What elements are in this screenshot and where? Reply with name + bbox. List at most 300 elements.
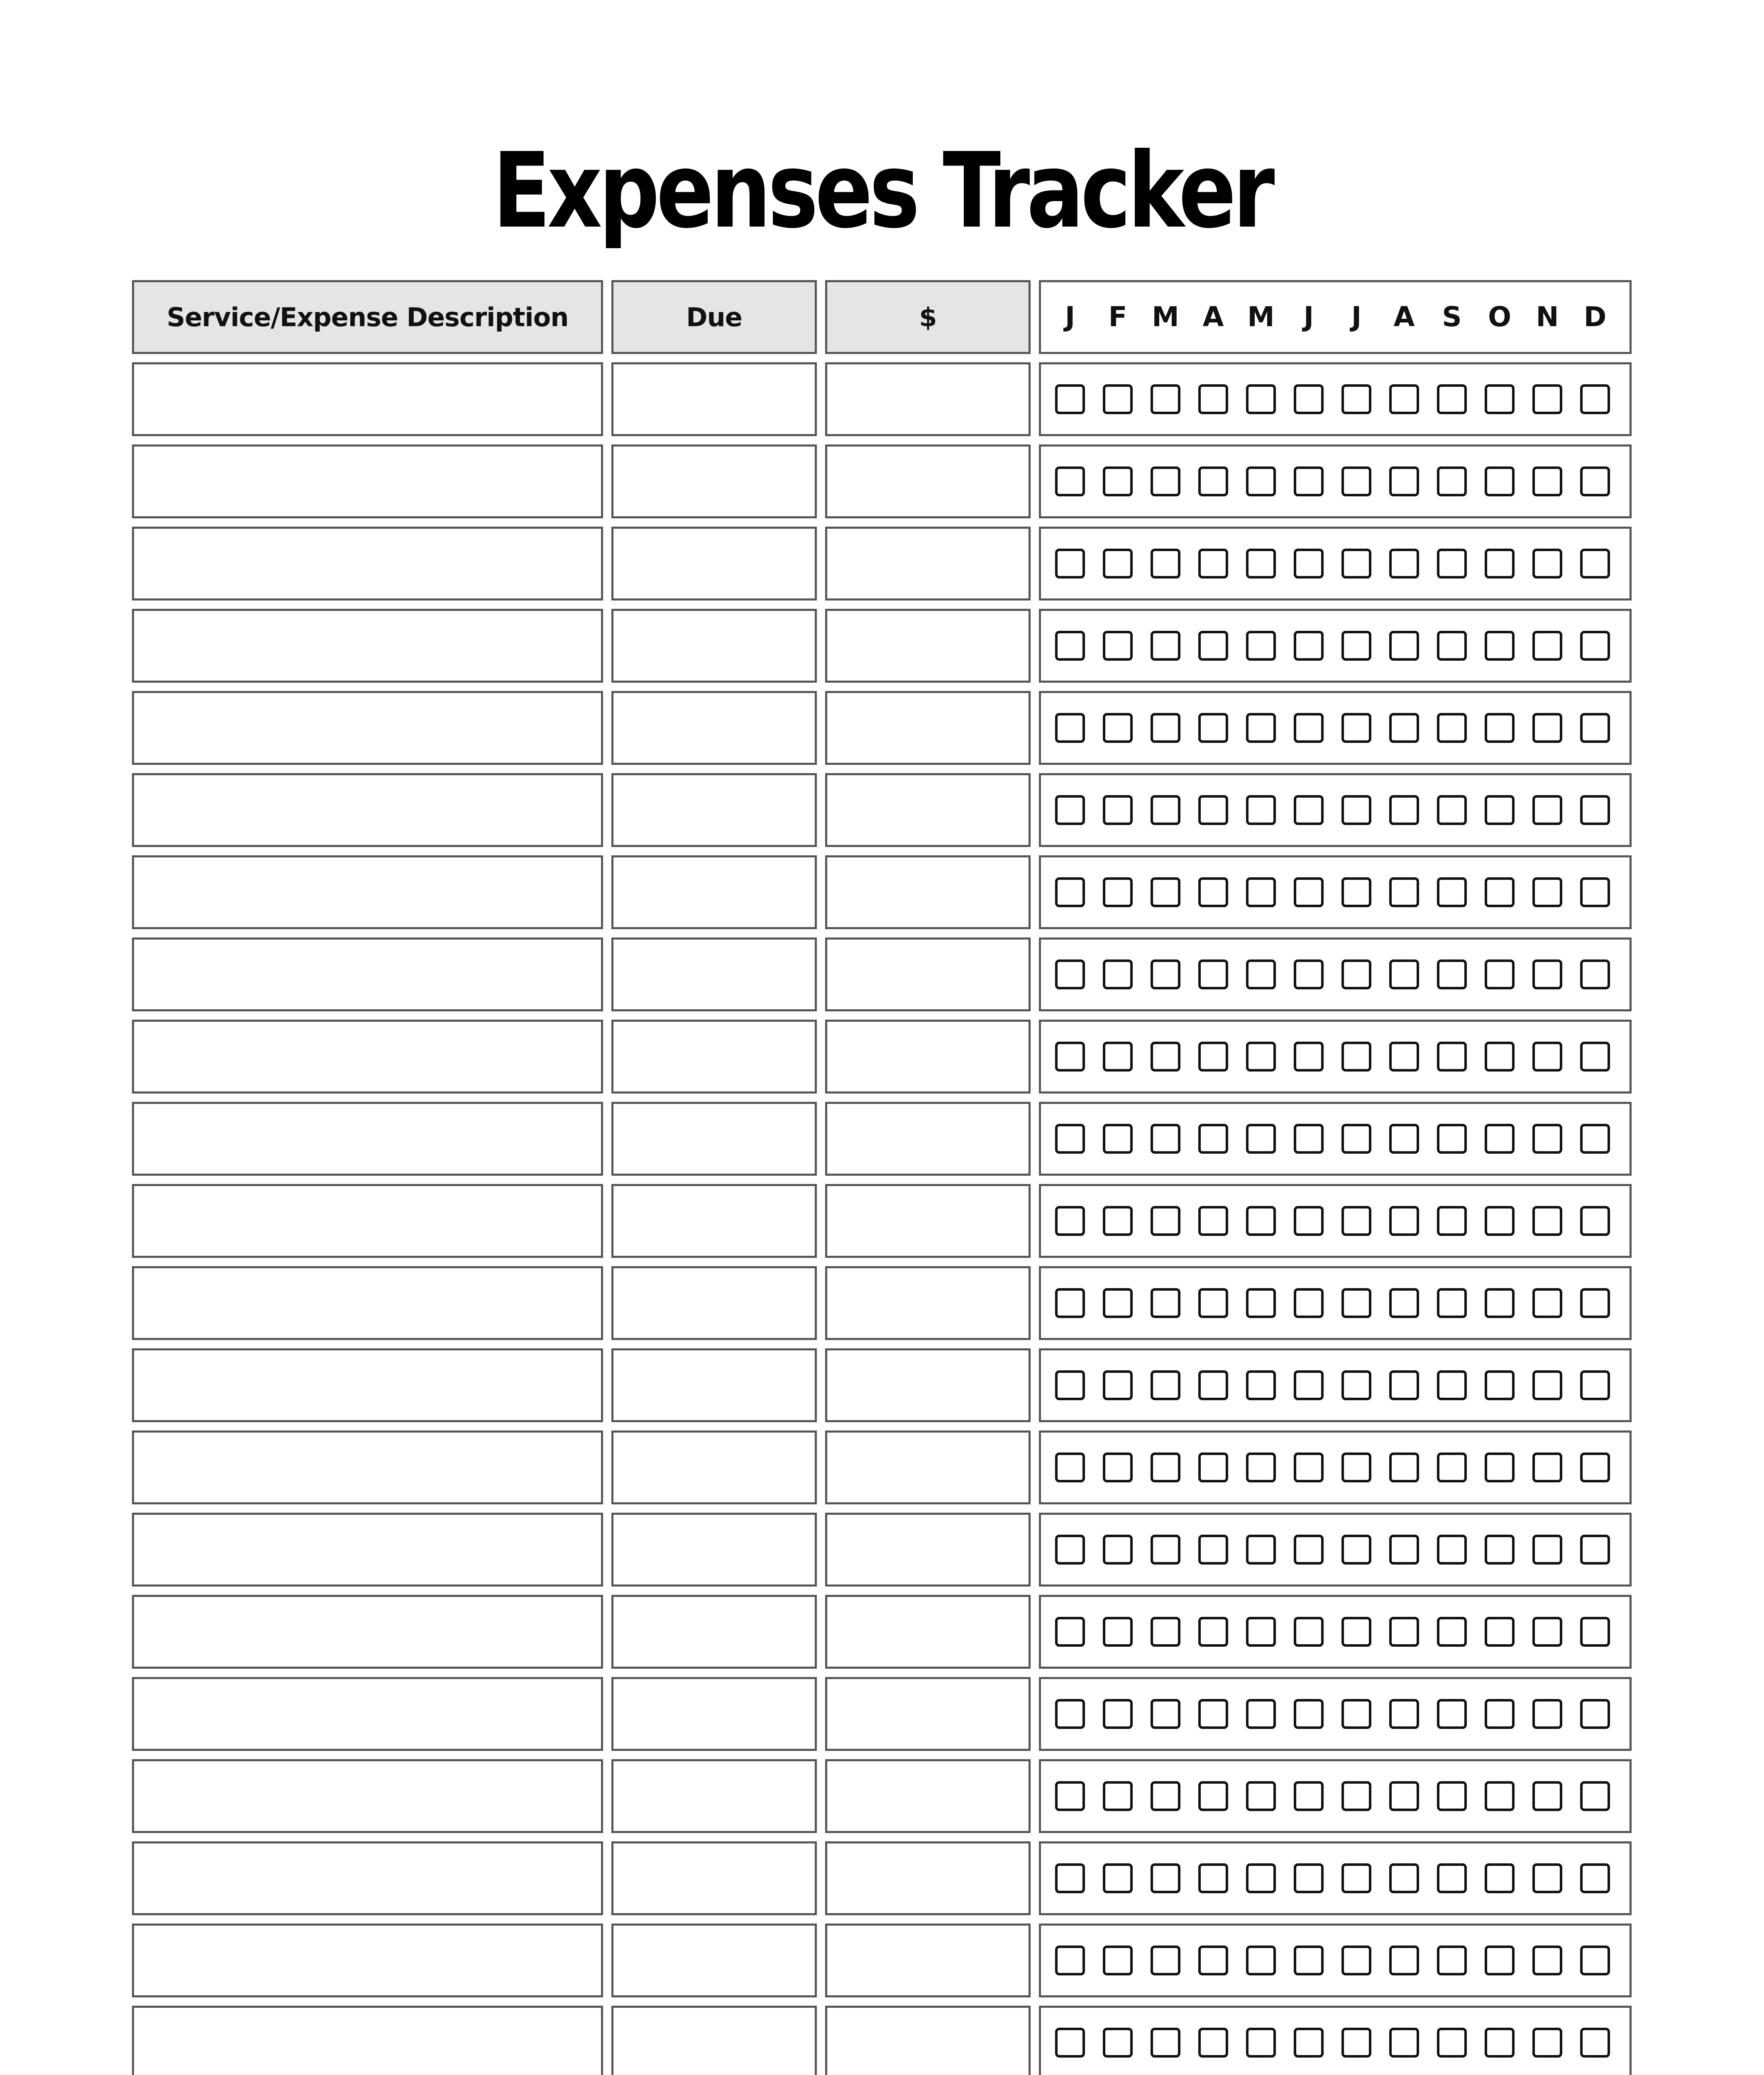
month-checkbox[interactable] [1198,1206,1228,1236]
month-checkbox[interactable] [1198,877,1228,907]
description-field[interactable] [132,855,603,929]
month-checkbox[interactable] [1532,1124,1562,1154]
month-checkbox[interactable] [1485,1370,1515,1400]
month-checkbox[interactable] [1580,2028,1610,2058]
month-checkbox[interactable] [1198,549,1228,579]
amount-field[interactable] [825,1841,1031,1915]
month-checkbox[interactable] [1151,549,1180,579]
month-checkbox[interactable] [1055,713,1085,743]
description-field[interactable] [132,444,603,518]
month-checkbox[interactable] [1151,1370,1180,1400]
month-checkbox[interactable] [1485,795,1515,825]
month-checkbox[interactable] [1246,959,1276,989]
amount-field[interactable] [825,1020,1031,1094]
month-checkbox[interactable] [1580,1863,1610,1893]
month-checkbox[interactable] [1485,959,1515,989]
month-checkbox[interactable] [1532,466,1562,496]
month-checkbox[interactable] [1294,1946,1324,1975]
month-checkbox[interactable] [1294,1042,1324,1072]
month-checkbox[interactable] [1246,384,1276,414]
month-checkbox[interactable] [1103,2028,1133,2058]
description-field[interactable] [132,1677,603,1751]
month-checkbox[interactable] [1532,1370,1562,1400]
month-checkbox[interactable] [1151,466,1180,496]
month-checkbox[interactable] [1103,1535,1133,1565]
amount-field[interactable] [825,1513,1031,1587]
month-checkbox[interactable] [1485,1946,1515,1975]
month-checkbox[interactable] [1246,713,1276,743]
due-field[interactable] [611,1102,817,1176]
due-field[interactable] [611,773,817,847]
month-checkbox[interactable] [1055,549,1085,579]
month-checkbox[interactable] [1198,466,1228,496]
month-checkbox[interactable] [1485,877,1515,907]
amount-field[interactable] [825,937,1031,1011]
due-field[interactable] [611,937,817,1011]
month-checkbox[interactable] [1389,466,1419,496]
description-field[interactable] [132,1924,603,1997]
description-field[interactable] [132,691,603,765]
month-checkbox[interactable] [1485,713,1515,743]
month-checkbox[interactable] [1532,1288,1562,1318]
month-checkbox[interactable] [1485,1452,1515,1482]
month-checkbox[interactable] [1437,713,1467,743]
amount-field[interactable] [825,691,1031,765]
month-checkbox[interactable] [1437,1124,1467,1154]
month-checkbox[interactable] [1532,959,1562,989]
month-checkbox[interactable] [1341,877,1371,907]
month-checkbox[interactable] [1103,1042,1133,1072]
month-checkbox[interactable] [1294,713,1324,743]
month-checkbox[interactable] [1532,549,1562,579]
month-checkbox[interactable] [1198,795,1228,825]
month-checkbox[interactable] [1485,1206,1515,1236]
due-field[interactable] [611,1513,817,1587]
due-field[interactable] [611,1020,817,1094]
month-checkbox[interactable] [1532,877,1562,907]
month-checkbox[interactable] [1103,1288,1133,1318]
amount-field[interactable] [825,527,1031,601]
month-checkbox[interactable] [1580,1617,1610,1647]
month-checkbox[interactable] [1055,1617,1085,1647]
month-checkbox[interactable] [1341,959,1371,989]
month-checkbox[interactable] [1485,466,1515,496]
month-checkbox[interactable] [1055,1288,1085,1318]
month-checkbox[interactable] [1485,1124,1515,1154]
month-checkbox[interactable] [1246,1946,1276,1975]
month-checkbox[interactable] [1246,877,1276,907]
month-checkbox[interactable] [1580,713,1610,743]
month-checkbox[interactable] [1151,1863,1180,1893]
month-checkbox[interactable] [1389,1699,1419,1729]
month-checkbox[interactable] [1532,631,1562,661]
due-field[interactable] [611,1595,817,1669]
month-checkbox[interactable] [1151,877,1180,907]
month-checkbox[interactable] [1246,795,1276,825]
month-checkbox[interactable] [1294,1699,1324,1729]
due-field[interactable] [611,1677,817,1751]
month-checkbox[interactable] [1246,1535,1276,1565]
month-checkbox[interactable] [1246,1370,1276,1400]
amount-field[interactable] [825,855,1031,929]
month-checkbox[interactable] [1532,1452,1562,1482]
due-field[interactable] [611,609,817,683]
month-checkbox[interactable] [1532,1535,1562,1565]
month-checkbox[interactable] [1246,1288,1276,1318]
month-checkbox[interactable] [1246,1124,1276,1154]
due-field[interactable] [611,1841,817,1915]
month-checkbox[interactable] [1437,1863,1467,1893]
month-checkbox[interactable] [1198,2028,1228,2058]
month-checkbox[interactable] [1389,795,1419,825]
month-checkbox[interactable] [1389,631,1419,661]
amount-field[interactable] [825,2006,1031,2075]
month-checkbox[interactable] [1532,795,1562,825]
month-checkbox[interactable] [1389,1863,1419,1893]
month-checkbox[interactable] [1485,631,1515,661]
month-checkbox[interactable] [1580,631,1610,661]
month-checkbox[interactable] [1437,1206,1467,1236]
description-field[interactable] [132,362,603,436]
month-checkbox[interactable] [1198,631,1228,661]
description-field[interactable] [132,937,603,1011]
month-checkbox[interactable] [1294,1535,1324,1565]
month-checkbox[interactable] [1341,1288,1371,1318]
description-field[interactable] [132,1102,603,1176]
month-checkbox[interactable] [1485,1781,1515,1811]
month-checkbox[interactable] [1246,1452,1276,1482]
due-field[interactable] [611,1266,817,1340]
month-checkbox[interactable] [1389,959,1419,989]
month-checkbox[interactable] [1055,1699,1085,1729]
month-checkbox[interactable] [1532,384,1562,414]
month-checkbox[interactable] [1580,795,1610,825]
month-checkbox[interactable] [1532,1781,1562,1811]
month-checkbox[interactable] [1151,1781,1180,1811]
month-checkbox[interactable] [1341,713,1371,743]
due-field[interactable] [611,527,817,601]
month-checkbox[interactable] [1485,1288,1515,1318]
amount-field[interactable] [825,1759,1031,1833]
month-checkbox[interactable] [1198,1617,1228,1647]
month-checkbox[interactable] [1294,549,1324,579]
month-checkbox[interactable] [1580,466,1610,496]
month-checkbox[interactable] [1055,1946,1085,1975]
month-checkbox[interactable] [1246,549,1276,579]
amount-field[interactable] [825,362,1031,436]
month-checkbox[interactable] [1389,1535,1419,1565]
due-field[interactable] [611,362,817,436]
month-checkbox[interactable] [1198,384,1228,414]
amount-field[interactable] [825,1924,1031,1997]
month-checkbox[interactable] [1580,1699,1610,1729]
month-checkbox[interactable] [1198,959,1228,989]
month-checkbox[interactable] [1389,1206,1419,1236]
month-checkbox[interactable] [1151,1617,1180,1647]
month-checkbox[interactable] [1103,1699,1133,1729]
month-checkbox[interactable] [1341,795,1371,825]
month-checkbox[interactable] [1198,1124,1228,1154]
month-checkbox[interactable] [1151,2028,1180,2058]
month-checkbox[interactable] [1246,466,1276,496]
description-field[interactable] [132,1759,603,1833]
month-checkbox[interactable] [1485,1535,1515,1565]
month-checkbox[interactable] [1294,384,1324,414]
month-checkbox[interactable] [1198,713,1228,743]
month-checkbox[interactable] [1437,631,1467,661]
month-checkbox[interactable] [1055,877,1085,907]
month-checkbox[interactable] [1103,1452,1133,1482]
month-checkbox[interactable] [1532,1699,1562,1729]
due-field[interactable] [611,1759,817,1833]
month-checkbox[interactable] [1151,795,1180,825]
month-checkbox[interactable] [1389,1370,1419,1400]
description-field[interactable] [132,1348,603,1422]
month-checkbox[interactable] [1198,1452,1228,1482]
amount-field[interactable] [825,444,1031,518]
month-checkbox[interactable] [1389,1781,1419,1811]
month-checkbox[interactable] [1437,1946,1467,1975]
month-checkbox[interactable] [1103,959,1133,989]
amount-field[interactable] [825,1431,1031,1504]
month-checkbox[interactable] [1389,2028,1419,2058]
due-field[interactable] [611,1924,817,1997]
month-checkbox[interactable] [1580,877,1610,907]
month-checkbox[interactable] [1151,1042,1180,1072]
month-checkbox[interactable] [1246,1781,1276,1811]
month-checkbox[interactable] [1437,1452,1467,1482]
month-checkbox[interactable] [1341,384,1371,414]
month-checkbox[interactable] [1580,1781,1610,1811]
month-checkbox[interactable] [1580,1946,1610,1975]
month-checkbox[interactable] [1055,1370,1085,1400]
description-field[interactable] [132,773,603,847]
month-checkbox[interactable] [1294,466,1324,496]
month-checkbox[interactable] [1532,1206,1562,1236]
month-checkbox[interactable] [1198,1699,1228,1729]
month-checkbox[interactable] [1532,1617,1562,1647]
month-checkbox[interactable] [1294,1370,1324,1400]
month-checkbox[interactable] [1389,877,1419,907]
month-checkbox[interactable] [1580,1535,1610,1565]
month-checkbox[interactable] [1485,1617,1515,1647]
month-checkbox[interactable] [1532,713,1562,743]
month-checkbox[interactable] [1294,959,1324,989]
month-checkbox[interactable] [1103,549,1133,579]
month-checkbox[interactable] [1151,1535,1180,1565]
month-checkbox[interactable] [1055,1863,1085,1893]
month-checkbox[interactable] [1151,631,1180,661]
month-checkbox[interactable] [1198,1042,1228,1072]
description-field[interactable] [132,1184,603,1258]
amount-field[interactable] [825,1677,1031,1751]
month-checkbox[interactable] [1437,2028,1467,2058]
month-checkbox[interactable] [1341,1124,1371,1154]
due-field[interactable] [611,855,817,929]
month-checkbox[interactable] [1055,466,1085,496]
month-checkbox[interactable] [1055,795,1085,825]
description-field[interactable] [132,1020,603,1094]
month-checkbox[interactable] [1341,1535,1371,1565]
month-checkbox[interactable] [1580,959,1610,989]
month-checkbox[interactable] [1055,2028,1085,2058]
month-checkbox[interactable] [1151,1206,1180,1236]
month-checkbox[interactable] [1485,1699,1515,1729]
month-checkbox[interactable] [1437,549,1467,579]
amount-field[interactable] [825,1266,1031,1340]
month-checkbox[interactable] [1055,1452,1085,1482]
due-field[interactable] [611,1184,817,1258]
month-checkbox[interactable] [1246,1699,1276,1729]
month-checkbox[interactable] [1580,1452,1610,1482]
month-checkbox[interactable] [1389,1452,1419,1482]
month-checkbox[interactable] [1437,384,1467,414]
month-checkbox[interactable] [1198,1863,1228,1893]
month-checkbox[interactable] [1341,1042,1371,1072]
month-checkbox[interactable] [1341,1946,1371,1975]
month-checkbox[interactable] [1437,877,1467,907]
due-field[interactable] [611,691,817,765]
amount-field[interactable] [825,609,1031,683]
due-field[interactable] [611,444,817,518]
month-checkbox[interactable] [1103,1946,1133,1975]
month-checkbox[interactable] [1485,384,1515,414]
month-checkbox[interactable] [1151,384,1180,414]
month-checkbox[interactable] [1103,1781,1133,1811]
month-checkbox[interactable] [1151,1452,1180,1482]
month-checkbox[interactable] [1246,1617,1276,1647]
month-checkbox[interactable] [1437,1288,1467,1318]
month-checkbox[interactable] [1294,2028,1324,2058]
month-checkbox[interactable] [1389,1288,1419,1318]
month-checkbox[interactable] [1055,1206,1085,1236]
month-checkbox[interactable] [1103,384,1133,414]
amount-field[interactable] [825,773,1031,847]
month-checkbox[interactable] [1341,1699,1371,1729]
month-checkbox[interactable] [1485,549,1515,579]
month-checkbox[interactable] [1437,1781,1467,1811]
month-checkbox[interactable] [1389,1617,1419,1647]
month-checkbox[interactable] [1485,2028,1515,2058]
month-checkbox[interactable] [1580,1370,1610,1400]
month-checkbox[interactable] [1294,1863,1324,1893]
month-checkbox[interactable] [1103,795,1133,825]
month-checkbox[interactable] [1294,1617,1324,1647]
month-checkbox[interactable] [1580,1288,1610,1318]
month-checkbox[interactable] [1151,959,1180,989]
month-checkbox[interactable] [1341,1781,1371,1811]
month-checkbox[interactable] [1246,2028,1276,2058]
month-checkbox[interactable] [1151,1124,1180,1154]
month-checkbox[interactable] [1389,1042,1419,1072]
month-checkbox[interactable] [1485,1042,1515,1072]
amount-field[interactable] [825,1595,1031,1669]
month-checkbox[interactable] [1103,466,1133,496]
month-checkbox[interactable] [1198,1535,1228,1565]
amount-field[interactable] [825,1102,1031,1176]
month-checkbox[interactable] [1055,384,1085,414]
month-checkbox[interactable] [1103,1863,1133,1893]
month-checkbox[interactable] [1437,795,1467,825]
month-checkbox[interactable] [1341,1617,1371,1647]
month-checkbox[interactable] [1389,384,1419,414]
month-checkbox[interactable] [1532,1946,1562,1975]
month-checkbox[interactable] [1437,1699,1467,1729]
description-field[interactable] [132,1266,603,1340]
month-checkbox[interactable] [1198,1288,1228,1318]
month-checkbox[interactable] [1103,877,1133,907]
month-checkbox[interactable] [1294,795,1324,825]
month-checkbox[interactable] [1246,631,1276,661]
month-checkbox[interactable] [1437,1535,1467,1565]
month-checkbox[interactable] [1151,713,1180,743]
description-field[interactable] [132,1595,603,1669]
month-checkbox[interactable] [1532,1863,1562,1893]
month-checkbox[interactable] [1246,1042,1276,1072]
month-checkbox[interactable] [1151,1699,1180,1729]
month-checkbox[interactable] [1294,1124,1324,1154]
month-checkbox[interactable] [1580,1206,1610,1236]
month-checkbox[interactable] [1055,631,1085,661]
due-field[interactable] [611,1348,817,1422]
month-checkbox[interactable] [1055,1781,1085,1811]
description-field[interactable] [132,1513,603,1587]
month-checkbox[interactable] [1294,1206,1324,1236]
month-checkbox[interactable] [1055,1124,1085,1154]
month-checkbox[interactable] [1341,1370,1371,1400]
month-checkbox[interactable] [1198,1781,1228,1811]
month-checkbox[interactable] [1103,713,1133,743]
description-field[interactable] [132,527,603,601]
month-checkbox[interactable] [1532,2028,1562,2058]
month-checkbox[interactable] [1341,549,1371,579]
month-checkbox[interactable] [1580,384,1610,414]
month-checkbox[interactable] [1580,1042,1610,1072]
month-checkbox[interactable] [1055,1042,1085,1072]
due-field[interactable] [611,1431,817,1504]
month-checkbox[interactable] [1103,1370,1133,1400]
month-checkbox[interactable] [1294,631,1324,661]
month-checkbox[interactable] [1294,1781,1324,1811]
month-checkbox[interactable] [1580,1124,1610,1154]
month-checkbox[interactable] [1437,1370,1467,1400]
month-checkbox[interactable] [1341,1206,1371,1236]
month-checkbox[interactable] [1103,631,1133,661]
month-checkbox[interactable] [1294,1452,1324,1482]
month-checkbox[interactable] [1198,1370,1228,1400]
description-field[interactable] [132,1431,603,1504]
month-checkbox[interactable] [1389,713,1419,743]
month-checkbox[interactable] [1294,877,1324,907]
month-checkbox[interactable] [1341,466,1371,496]
month-checkbox[interactable] [1437,959,1467,989]
month-checkbox[interactable] [1103,1124,1133,1154]
month-checkbox[interactable] [1485,1863,1515,1893]
month-checkbox[interactable] [1151,1288,1180,1318]
month-checkbox[interactable] [1103,1617,1133,1647]
month-checkbox[interactable] [1055,1535,1085,1565]
month-checkbox[interactable] [1389,1946,1419,1975]
month-checkbox[interactable] [1532,1042,1562,1072]
month-checkbox[interactable] [1103,1206,1133,1236]
month-checkbox[interactable] [1246,1206,1276,1236]
month-checkbox[interactable] [1437,1617,1467,1647]
month-checkbox[interactable] [1389,549,1419,579]
month-checkbox[interactable] [1580,549,1610,579]
month-checkbox[interactable] [1341,2028,1371,2058]
month-checkbox[interactable] [1389,1124,1419,1154]
month-checkbox[interactable] [1437,1042,1467,1072]
